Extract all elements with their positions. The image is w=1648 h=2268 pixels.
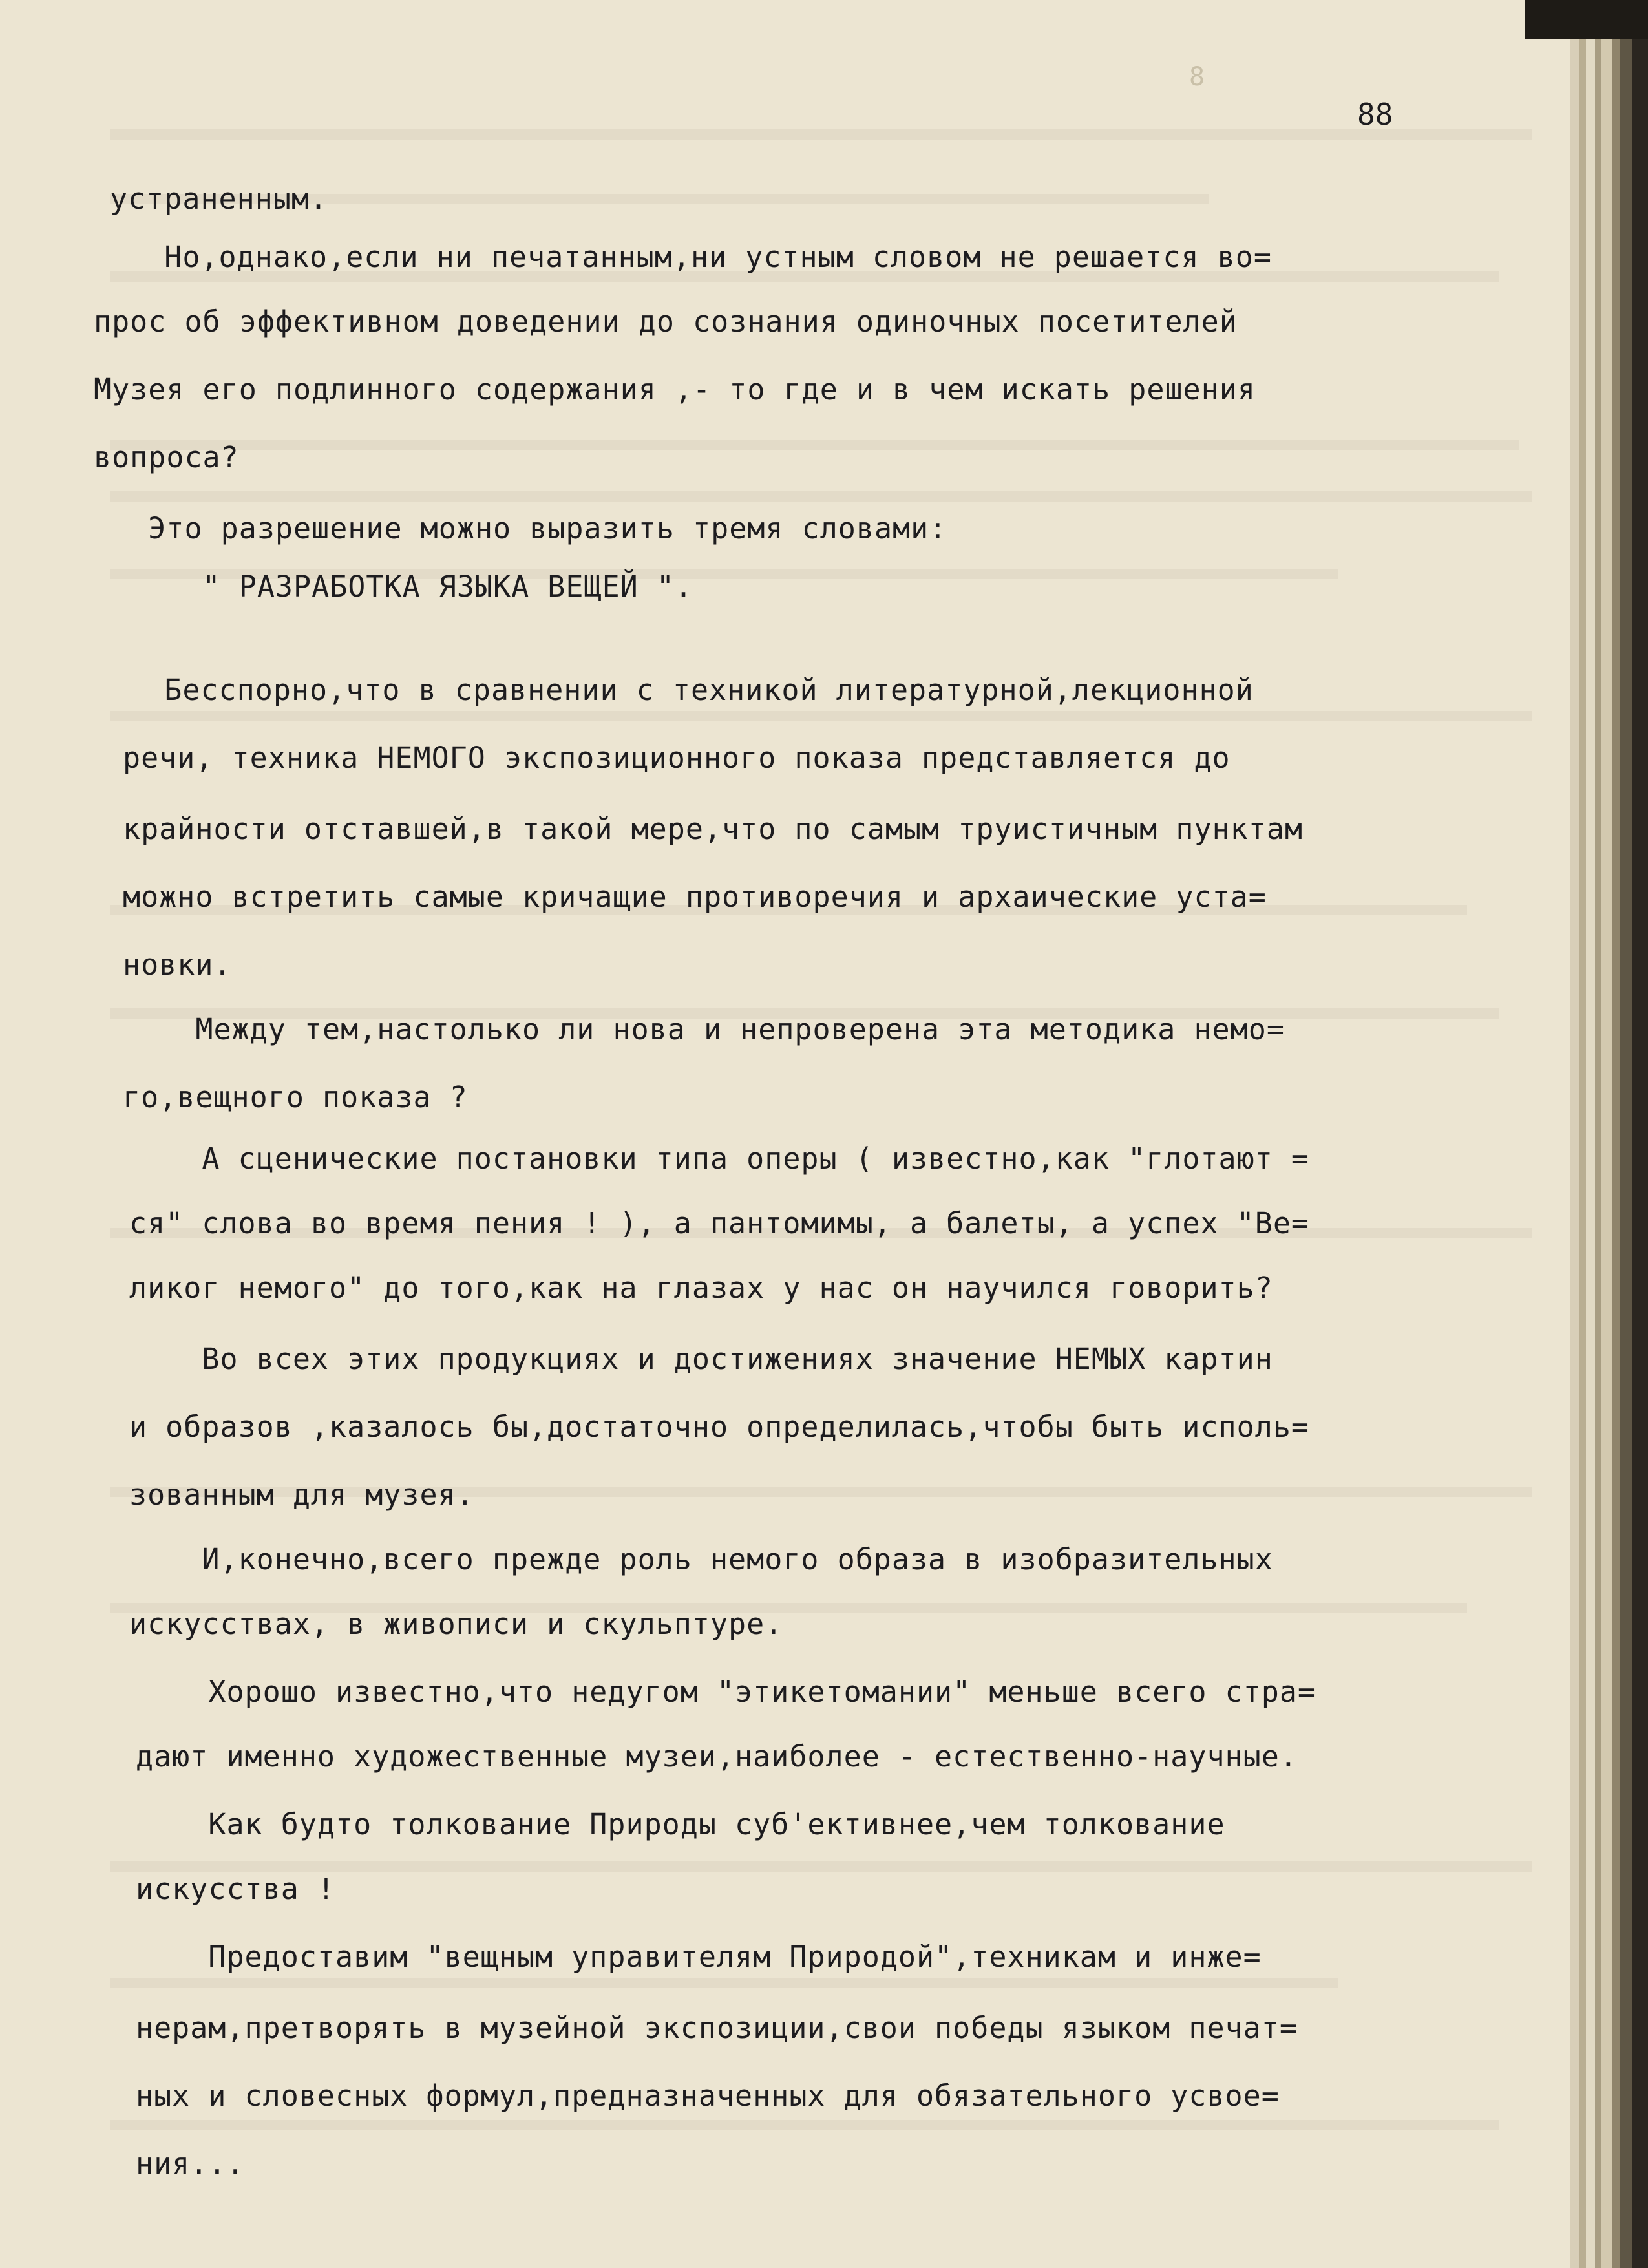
page-edge: [1612, 0, 1620, 2268]
page-number: 88: [1357, 97, 1393, 132]
text-line: дают именно художественные музеи,наиболее - естественно-научные.: [136, 1739, 1298, 1774]
text-line: крайности отставшей,в такой мере,что по самым труистичным пунктам: [123, 812, 1303, 846]
text-line: А сценические постановки типа оперы ( известно,как "глотают =: [129, 1141, 1309, 1176]
text-line: устраненным.: [110, 182, 328, 216]
text-line: ся" слова во время пения ! ), а пантомимы, а балеты, а успех "Ве=: [129, 1206, 1309, 1240]
page-edge: [1632, 0, 1648, 2268]
text-line: новки.: [123, 948, 232, 982]
text-line: И,конечно,всего прежде роль немого образа в изобразительных: [129, 1542, 1273, 1576]
text-line: искусствах, в живописи и скульптуре.: [129, 1607, 783, 1641]
text-line: можно встретить самые кричащие противоречия и архаические уста=: [123, 880, 1267, 914]
bleed-through-line: [110, 491, 1532, 502]
text-line: ликог немого" до того,как на глазах у нас он научился говорить?: [129, 1271, 1273, 1305]
binding-shadow: [1525, 0, 1648, 39]
text-line: го,вещного показа ?: [123, 1080, 468, 1114]
text-line: Хорошо известно,что недугом "этикетомании" меньше всего стра=: [136, 1675, 1316, 1709]
text-line: вопроса?: [94, 440, 239, 474]
page-edge: [1579, 0, 1586, 2268]
page-edge: [1570, 0, 1579, 2268]
page-edge: [1601, 0, 1612, 2268]
page-edge: [1620, 0, 1632, 2268]
text-line: Музея его подлинного содержания ,- то где и в чем искать решения: [94, 372, 1256, 407]
bleed-through-line: [110, 711, 1532, 721]
faint-page-number: 8: [1189, 62, 1205, 92]
text-line: зованным для музея.: [129, 1478, 474, 1512]
bleed-through-line: [110, 129, 1532, 140]
page-edge: [1595, 0, 1601, 2268]
text-line: Предоставим "вещным управителям Природой",техникам и инже=: [136, 1940, 1262, 1974]
text-line: ных и словесных формул,предназначенных для обязательного усвое=: [136, 2079, 1280, 2113]
bleed-through-line: [110, 440, 1519, 450]
bleed-through-line: [110, 2120, 1499, 2130]
text-line: Но,однако,если ни печатанным,ни устным словом не решается во=: [110, 240, 1272, 274]
text-line: и образов ,казалось бы,достаточно определилась,чтобы быть исполь=: [129, 1410, 1309, 1444]
text-line: ния...: [136, 2146, 245, 2181]
text-line: Как будто толкование Природы суб'ективнее,чем толкование: [136, 1807, 1225, 1841]
section-heading: " РАЗРАБОТКА ЯЗЫКА ВЕЩЕЙ ".: [94, 569, 693, 604]
bleed-through-line: [110, 1861, 1532, 1872]
bleed-through-line: [110, 1978, 1338, 1988]
text-line: Бесспорно,что в сравнении с техникой литературной,лекционной: [110, 673, 1254, 707]
page-edge: [1586, 0, 1595, 2268]
text-line: нерам,претворять в музейной экспозиции,свои победы языком печат=: [136, 2011, 1298, 2045]
text-line: Во всех этих продукциях и достижениях значение НЕМЫХ картин: [129, 1342, 1273, 1376]
text-line: искусства !: [136, 1872, 336, 1906]
text-line: Это разрешение можно выразить тремя словами:: [94, 511, 947, 546]
text-line: речи, техника НЕМОГО экспозиционного показа представляется до: [123, 741, 1231, 775]
text-line: прос об эффективном доведении до сознания одиночных посетителей: [94, 304, 1238, 339]
text-line: Между тем,настолько ли нова и непроверена эта методика немо=: [123, 1012, 1285, 1046]
